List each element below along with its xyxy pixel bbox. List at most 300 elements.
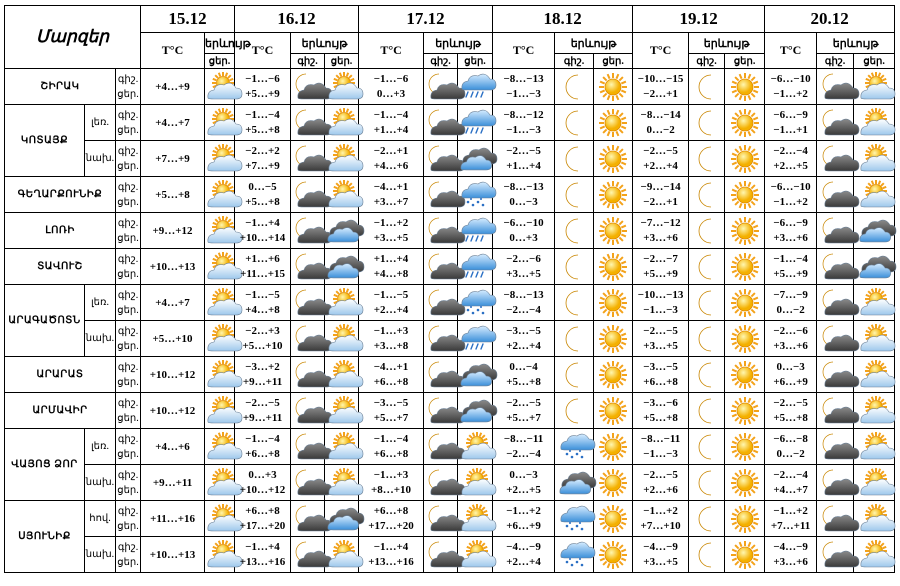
sun-cloud-icon bbox=[325, 177, 359, 213]
forecast-table bbox=[4, 5, 895, 573]
moon-cloud-icon bbox=[424, 285, 458, 321]
sun-cloud-icon bbox=[458, 465, 493, 501]
sun-icon bbox=[725, 537, 765, 573]
zone-label: հով. bbox=[85, 501, 116, 537]
sun-cloud-icon bbox=[325, 105, 359, 141]
temperature: −10…−15 −2…+1 bbox=[633, 69, 689, 105]
sun-icon bbox=[594, 537, 633, 573]
table-row bbox=[5, 429, 895, 465]
temperature: −2…+2 +7…+9 bbox=[235, 141, 291, 177]
table-row bbox=[5, 501, 895, 537]
snow-cloud-icon bbox=[458, 285, 493, 321]
sun-cloud-icon bbox=[854, 465, 895, 501]
temperature: +10…+12 bbox=[141, 357, 205, 393]
temperature: −1…−5 +4…+8 bbox=[235, 285, 291, 321]
temperature: −8…−13 −1…−3 bbox=[493, 69, 555, 105]
moon-icon bbox=[689, 177, 725, 213]
moon-icon bbox=[555, 177, 594, 213]
cloud-icon bbox=[854, 249, 895, 285]
temperature: −1…−6 +5…+9 bbox=[235, 69, 291, 105]
sun-icon bbox=[594, 465, 633, 501]
sun-cloud-icon bbox=[325, 393, 359, 429]
sun-icon bbox=[594, 249, 633, 285]
zone-label: նախ. bbox=[85, 141, 116, 177]
temperature: −2…−4 +4…+7 bbox=[765, 465, 817, 501]
rain-cloud-icon bbox=[458, 69, 493, 105]
temperature: −3…−6 +5…+8 bbox=[633, 393, 689, 429]
sun-icon bbox=[725, 465, 765, 501]
sun-cloud-icon bbox=[205, 357, 235, 393]
region-header: Մարզեր bbox=[5, 6, 141, 69]
temperature: 0…−5 +5…+8 bbox=[235, 177, 291, 213]
night-day-label: գիշ. ցեր. bbox=[116, 429, 141, 465]
temperature: −2…−7 +5…+9 bbox=[633, 249, 689, 285]
temperature: −1…+2 +7…+11 bbox=[765, 501, 817, 537]
moon-cloud-icon bbox=[424, 537, 458, 573]
moon-cloud-icon bbox=[291, 357, 325, 393]
moon-cloud-icon bbox=[424, 249, 458, 285]
table-row bbox=[5, 105, 895, 141]
moon-cloud-icon bbox=[817, 105, 854, 141]
night-day-label: գիշ. ցեր. bbox=[116, 141, 141, 177]
moon-cloud-icon bbox=[424, 357, 458, 393]
temperature: −3…−5 +5…+7 bbox=[359, 393, 424, 429]
moon-icon bbox=[555, 141, 594, 177]
moon-cloud-icon bbox=[424, 69, 458, 105]
sun-icon bbox=[594, 501, 633, 537]
temp-col-header: T°C bbox=[141, 33, 205, 69]
sun-cloud-icon bbox=[854, 321, 895, 357]
moon-cloud-icon bbox=[424, 213, 458, 249]
sun-cloud-icon bbox=[205, 141, 235, 177]
moon-cloud-icon bbox=[291, 393, 325, 429]
moon-icon bbox=[689, 465, 725, 501]
moon-cloud-icon bbox=[817, 213, 854, 249]
temperature: −7…−9 0…−2 bbox=[765, 285, 817, 321]
temperature: 0…−3 +6…+9 bbox=[765, 357, 817, 393]
temperature: 0…−4 +5…+8 bbox=[493, 357, 555, 393]
date-header: 20.12 bbox=[765, 6, 895, 33]
sun-cloud-icon bbox=[458, 537, 493, 573]
snow-cloud-icon bbox=[555, 501, 594, 537]
moon-icon bbox=[689, 501, 725, 537]
temperature: −3…+2 +9…+11 bbox=[235, 357, 291, 393]
region-name: ԿՈՏԱՅՔ bbox=[5, 105, 85, 177]
day-col-header: ցեր. bbox=[854, 54, 895, 69]
temperature: −2…−5 +5…+8 bbox=[765, 393, 817, 429]
night-day-label: գիշ. ցեր. bbox=[116, 249, 141, 285]
sun-cloud-icon bbox=[205, 213, 235, 249]
sun-cloud-icon bbox=[325, 141, 359, 177]
day-col-header: ցեր. bbox=[205, 54, 235, 69]
temperature: −1…+2 +3…+5 bbox=[359, 213, 424, 249]
date-header: 15.12 bbox=[141, 6, 235, 33]
night-day-label: գիշ. ցեր. bbox=[116, 393, 141, 429]
temperature: −3…−5 +2…+4 bbox=[493, 321, 555, 357]
sun-cloud-icon bbox=[205, 249, 235, 285]
region-name: ՇԻՐԱԿ bbox=[5, 69, 116, 105]
moon-cloud-icon bbox=[817, 285, 854, 321]
region-name: ՎԱՅՈՑ ՁՈՐ bbox=[5, 429, 85, 501]
table-row bbox=[5, 285, 895, 321]
sun-icon bbox=[725, 69, 765, 105]
sun-icon bbox=[725, 429, 765, 465]
cloud-icon bbox=[325, 501, 359, 537]
night-day-label: գիշ. ցեր. bbox=[116, 537, 141, 573]
sun-cloud-icon bbox=[854, 357, 895, 393]
sun-cloud-icon bbox=[854, 285, 895, 321]
temperature: −7…−12 +3…+6 bbox=[633, 213, 689, 249]
night-day-label: գիշ. ցեր. bbox=[116, 321, 141, 357]
sun-cloud-icon bbox=[458, 429, 493, 465]
temperature: −2…−5 +9…+11 bbox=[235, 393, 291, 429]
rain-cloud-icon bbox=[458, 105, 493, 141]
night-col-header: գիշ. bbox=[291, 54, 325, 69]
temperature: +1…+6 +11…+15 bbox=[235, 249, 291, 285]
temperature: +9…+12 bbox=[141, 213, 205, 249]
sun-cloud-icon bbox=[458, 501, 493, 537]
temperature: −8…−12 −1…−3 bbox=[493, 105, 555, 141]
temperature: −1…−4 +5…+8 bbox=[235, 105, 291, 141]
night-col-header: գիշ. bbox=[555, 54, 594, 69]
temperature: −1…−5 +2…+4 bbox=[359, 285, 424, 321]
date-header: 18.12 bbox=[493, 6, 633, 33]
temperature: −4…+1 +6…+8 bbox=[359, 357, 424, 393]
temp-col-header: T°C bbox=[235, 33, 291, 69]
moon-icon bbox=[689, 249, 725, 285]
moon-cloud-icon bbox=[291, 177, 325, 213]
rain-cloud-icon bbox=[458, 321, 493, 357]
moon-cloud-icon bbox=[817, 465, 854, 501]
weather-col-header: երևույթ bbox=[817, 33, 895, 54]
sun-cloud-icon bbox=[325, 465, 359, 501]
day-col-header: ցեր. bbox=[325, 54, 359, 69]
moon-cloud-icon bbox=[291, 501, 325, 537]
moon-icon bbox=[555, 393, 594, 429]
sun-icon bbox=[725, 105, 765, 141]
temperature: −8…−11 −2…−4 bbox=[493, 429, 555, 465]
temperature: −6…−9 +3…+6 bbox=[765, 213, 817, 249]
table-row bbox=[5, 465, 895, 501]
temperature: −6…−9 −1…+1 bbox=[765, 105, 817, 141]
table-row bbox=[5, 537, 895, 573]
temperature: +10…+13 bbox=[141, 249, 205, 285]
temperature: +5…+8 bbox=[141, 177, 205, 213]
cloud-icon bbox=[854, 213, 895, 249]
temperature: −2…−6 +3…+6 bbox=[765, 321, 817, 357]
weather-col-header: երևույթ bbox=[291, 33, 359, 54]
moon-icon bbox=[689, 285, 725, 321]
moon-icon bbox=[555, 357, 594, 393]
snow-cloud-icon bbox=[555, 537, 594, 573]
sun-icon bbox=[594, 105, 633, 141]
temperature: −1…+4 +13…+16 bbox=[235, 537, 291, 573]
temperature: −2…−5 +3…+5 bbox=[633, 321, 689, 357]
moon-icon bbox=[689, 321, 725, 357]
moon-icon bbox=[689, 357, 725, 393]
snow-cloud-icon bbox=[458, 177, 493, 213]
date-header: 17.12 bbox=[359, 6, 493, 33]
temperature: −9…−14 −2…+1 bbox=[633, 177, 689, 213]
moon-icon bbox=[689, 69, 725, 105]
sun-icon bbox=[594, 141, 633, 177]
temperature: 0…+3 +10…+12 bbox=[235, 465, 291, 501]
night-col-header: գիշ. bbox=[817, 54, 854, 69]
sun-icon bbox=[725, 357, 765, 393]
temperature: −2…−5 +5…+7 bbox=[493, 393, 555, 429]
moon-cloud-icon bbox=[424, 141, 458, 177]
sun-icon bbox=[594, 321, 633, 357]
sun-icon bbox=[725, 213, 765, 249]
temperature: −6…−10 −1…+2 bbox=[765, 177, 817, 213]
moon-cloud-icon bbox=[424, 429, 458, 465]
moon-cloud-icon bbox=[291, 105, 325, 141]
date-header: 16.12 bbox=[235, 6, 359, 33]
cloud-icon bbox=[458, 141, 493, 177]
temp-col-header: T°C bbox=[765, 33, 817, 69]
night-day-label: գիշ. ցեր. bbox=[116, 177, 141, 213]
temperature: −2…−5 +1…+4 bbox=[493, 141, 555, 177]
temperature: +11…+16 bbox=[141, 501, 205, 537]
night-day-label: գիշ. ցեր. bbox=[116, 465, 141, 501]
temperature: −1…−4 +1…+4 bbox=[359, 105, 424, 141]
temperature: +9…+11 bbox=[141, 465, 205, 501]
night-day-label: գիշ. ցեր. bbox=[116, 213, 141, 249]
temperature: −2…+1 +4…+6 bbox=[359, 141, 424, 177]
moon-icon bbox=[689, 105, 725, 141]
temperature: −6…−10 −1…+2 bbox=[765, 69, 817, 105]
sun-cloud-icon bbox=[854, 501, 895, 537]
table-row bbox=[5, 69, 895, 105]
table-row bbox=[5, 177, 895, 213]
snow-cloud-icon bbox=[555, 429, 594, 465]
moon-icon bbox=[555, 213, 594, 249]
sun-icon bbox=[725, 249, 765, 285]
cloud-icon bbox=[458, 357, 493, 393]
day-col-header: ցեր. bbox=[594, 54, 633, 69]
sun-cloud-icon bbox=[205, 285, 235, 321]
sun-icon bbox=[594, 213, 633, 249]
sun-cloud-icon bbox=[325, 537, 359, 573]
region-name: ԱՐԱՐԱՏ bbox=[5, 357, 116, 393]
temperature: +6…+8 +17…+20 bbox=[359, 501, 424, 537]
temperature: −1…−4 +5…+9 bbox=[765, 249, 817, 285]
table-row bbox=[5, 321, 895, 357]
moon-cloud-icon bbox=[424, 465, 458, 501]
temperature: −1…+4 +10…+14 bbox=[235, 213, 291, 249]
temperature: −4…−9 +2…+4 bbox=[493, 537, 555, 573]
night-day-label: գիշ. ցեր. bbox=[116, 357, 141, 393]
moon-cloud-icon bbox=[424, 177, 458, 213]
temperature: +4…+9 bbox=[141, 69, 205, 105]
moon-icon bbox=[555, 321, 594, 357]
cloud-icon bbox=[458, 393, 493, 429]
sun-cloud-icon bbox=[205, 321, 235, 357]
temperature: −6…−10 0…+3 bbox=[493, 213, 555, 249]
moon-cloud-icon bbox=[817, 537, 854, 573]
cloud-icon bbox=[555, 465, 594, 501]
temperature: −1…−4 +6…+8 bbox=[235, 429, 291, 465]
sun-cloud-icon bbox=[205, 177, 235, 213]
temperature: +6…+8 +17…+20 bbox=[235, 501, 291, 537]
sun-cloud-icon bbox=[205, 501, 235, 537]
moon-icon bbox=[689, 141, 725, 177]
moon-cloud-icon bbox=[817, 249, 854, 285]
temperature: −1…+4 +13…+16 bbox=[359, 537, 424, 573]
sun-cloud-icon bbox=[325, 357, 359, 393]
region-name: ԱՐՄԱՎԻՐ bbox=[5, 393, 116, 429]
temperature: 0…−3 +2…+5 bbox=[493, 465, 555, 501]
sun-icon bbox=[594, 393, 633, 429]
temperature: +4…+6 bbox=[141, 429, 205, 465]
night-day-label: գիշ. ցեր. bbox=[116, 501, 141, 537]
sun-icon bbox=[594, 429, 633, 465]
zone-label: նախ. bbox=[85, 537, 116, 573]
moon-cloud-icon bbox=[291, 429, 325, 465]
temperature: −2…−4 +2…+5 bbox=[765, 141, 817, 177]
sun-icon bbox=[725, 141, 765, 177]
temperature: +4…+7 bbox=[141, 105, 205, 141]
moon-cloud-icon bbox=[817, 69, 854, 105]
region-name: ԱՐԱԳԱԾՈՏՆ bbox=[5, 285, 85, 357]
temperature: −2…−6 +3…+5 bbox=[493, 249, 555, 285]
moon-cloud-icon bbox=[291, 141, 325, 177]
moon-cloud-icon bbox=[817, 177, 854, 213]
moon-cloud-icon bbox=[291, 537, 325, 573]
temperature: −8…−14 0…−2 bbox=[633, 105, 689, 141]
temp-col-header: T°C bbox=[493, 33, 555, 69]
sun-icon bbox=[725, 501, 765, 537]
moon-cloud-icon bbox=[291, 321, 325, 357]
night-col-header: գիշ. bbox=[424, 54, 458, 69]
temperature: −3…−5 +6…+8 bbox=[633, 357, 689, 393]
table-row bbox=[5, 357, 895, 393]
moon-cloud-icon bbox=[817, 357, 854, 393]
moon-icon bbox=[689, 393, 725, 429]
sun-cloud-icon bbox=[854, 177, 895, 213]
sun-cloud-icon bbox=[854, 537, 895, 573]
cloud-icon bbox=[325, 249, 359, 285]
sun-cloud-icon bbox=[205, 537, 235, 573]
moon-icon bbox=[555, 285, 594, 321]
rain-cloud-icon bbox=[458, 249, 493, 285]
moon-icon bbox=[689, 429, 725, 465]
temperature: −1…−6 0…+3 bbox=[359, 69, 424, 105]
temperature: +7…+9 bbox=[141, 141, 205, 177]
moon-cloud-icon bbox=[817, 141, 854, 177]
moon-icon bbox=[555, 249, 594, 285]
moon-cloud-icon bbox=[291, 69, 325, 105]
temperature: +1…+4 +4…+8 bbox=[359, 249, 424, 285]
moon-cloud-icon bbox=[817, 321, 854, 357]
temp-col-header: T°C bbox=[633, 33, 689, 69]
sun-cloud-icon bbox=[325, 69, 359, 105]
temperature: −8…−13 −2…−4 bbox=[493, 285, 555, 321]
zone-label: նախ. bbox=[85, 321, 116, 357]
weather-col-header: երևույթ bbox=[205, 33, 235, 54]
temperature: −8…−11 −1…−3 bbox=[633, 429, 689, 465]
zone-label: լեռ. bbox=[85, 105, 116, 141]
sun-icon bbox=[725, 285, 765, 321]
sun-cloud-icon bbox=[854, 105, 895, 141]
temperature: −2…−5 +2…+6 bbox=[633, 465, 689, 501]
sun-icon bbox=[725, 177, 765, 213]
sun-cloud-icon bbox=[205, 429, 235, 465]
temperature: +10…+12 bbox=[141, 393, 205, 429]
temperature: +10…+13 bbox=[141, 537, 205, 573]
table-row bbox=[5, 393, 895, 429]
region-name: ՍՅՈՒՆԻՔ bbox=[5, 501, 85, 573]
moon-cloud-icon bbox=[817, 429, 854, 465]
sun-cloud-icon bbox=[854, 141, 895, 177]
sun-icon bbox=[725, 393, 765, 429]
weather-col-header: երևույթ bbox=[555, 33, 633, 54]
sun-icon bbox=[594, 285, 633, 321]
moon-cloud-icon bbox=[817, 393, 854, 429]
temperature: −4…−9 +3…+6 bbox=[765, 537, 817, 573]
rain-cloud-icon bbox=[458, 213, 493, 249]
moon-icon bbox=[689, 213, 725, 249]
region-name: ԳԵՂԱՐՔՈՒՆԻՔ bbox=[5, 177, 116, 213]
sun-cloud-icon bbox=[205, 69, 235, 105]
table-row bbox=[5, 141, 895, 177]
temperature: −1…+2 +7…+10 bbox=[633, 501, 689, 537]
moon-icon bbox=[555, 105, 594, 141]
sun-icon bbox=[594, 177, 633, 213]
temperature: −8…−13 0…−3 bbox=[493, 177, 555, 213]
sun-cloud-icon bbox=[854, 429, 895, 465]
temperature: −1…+3 +3…+8 bbox=[359, 321, 424, 357]
temperature: −2…+3 +5…+10 bbox=[235, 321, 291, 357]
temperature: −1…−4 +6…+8 bbox=[359, 429, 424, 465]
temperature: −10…−13 −1…−3 bbox=[633, 285, 689, 321]
table-row bbox=[5, 213, 895, 249]
sun-cloud-icon bbox=[205, 393, 235, 429]
sun-cloud-icon bbox=[205, 465, 235, 501]
sun-cloud-icon bbox=[854, 69, 895, 105]
sun-cloud-icon bbox=[325, 429, 359, 465]
moon-cloud-icon bbox=[291, 213, 325, 249]
temperature: −6…−8 0…−2 bbox=[765, 429, 817, 465]
temp-col-header: T°C bbox=[359, 33, 424, 69]
moon-cloud-icon bbox=[291, 249, 325, 285]
sun-cloud-icon bbox=[854, 393, 895, 429]
day-col-header: ցեր. bbox=[725, 54, 765, 69]
date-header: 19.12 bbox=[633, 6, 765, 33]
sun-cloud-icon bbox=[325, 285, 359, 321]
zone-label: լեռ. bbox=[85, 429, 116, 465]
zone-label: լեռ. bbox=[85, 285, 116, 321]
moon-cloud-icon bbox=[424, 321, 458, 357]
sun-cloud-icon bbox=[205, 105, 235, 141]
day-col-header: ցեր. bbox=[458, 54, 493, 69]
cloud-icon bbox=[325, 213, 359, 249]
temperature: −1…+2 +6…+9 bbox=[493, 501, 555, 537]
temperature: +5…+10 bbox=[141, 321, 205, 357]
moon-cloud-icon bbox=[424, 393, 458, 429]
weather-col-header: երևույթ bbox=[689, 33, 765, 54]
temperature: +4…+7 bbox=[141, 285, 205, 321]
sun-icon bbox=[594, 357, 633, 393]
night-day-label: գիշ. ցեր. bbox=[116, 285, 141, 321]
sun-cloud-icon bbox=[325, 321, 359, 357]
moon-icon bbox=[555, 69, 594, 105]
moon-cloud-icon bbox=[291, 285, 325, 321]
table-row bbox=[5, 249, 895, 285]
region-name: ՏԱՎՈՒՇ bbox=[5, 249, 116, 285]
moon-cloud-icon bbox=[424, 105, 458, 141]
temperature: −1…+3 +8…+10 bbox=[359, 465, 424, 501]
